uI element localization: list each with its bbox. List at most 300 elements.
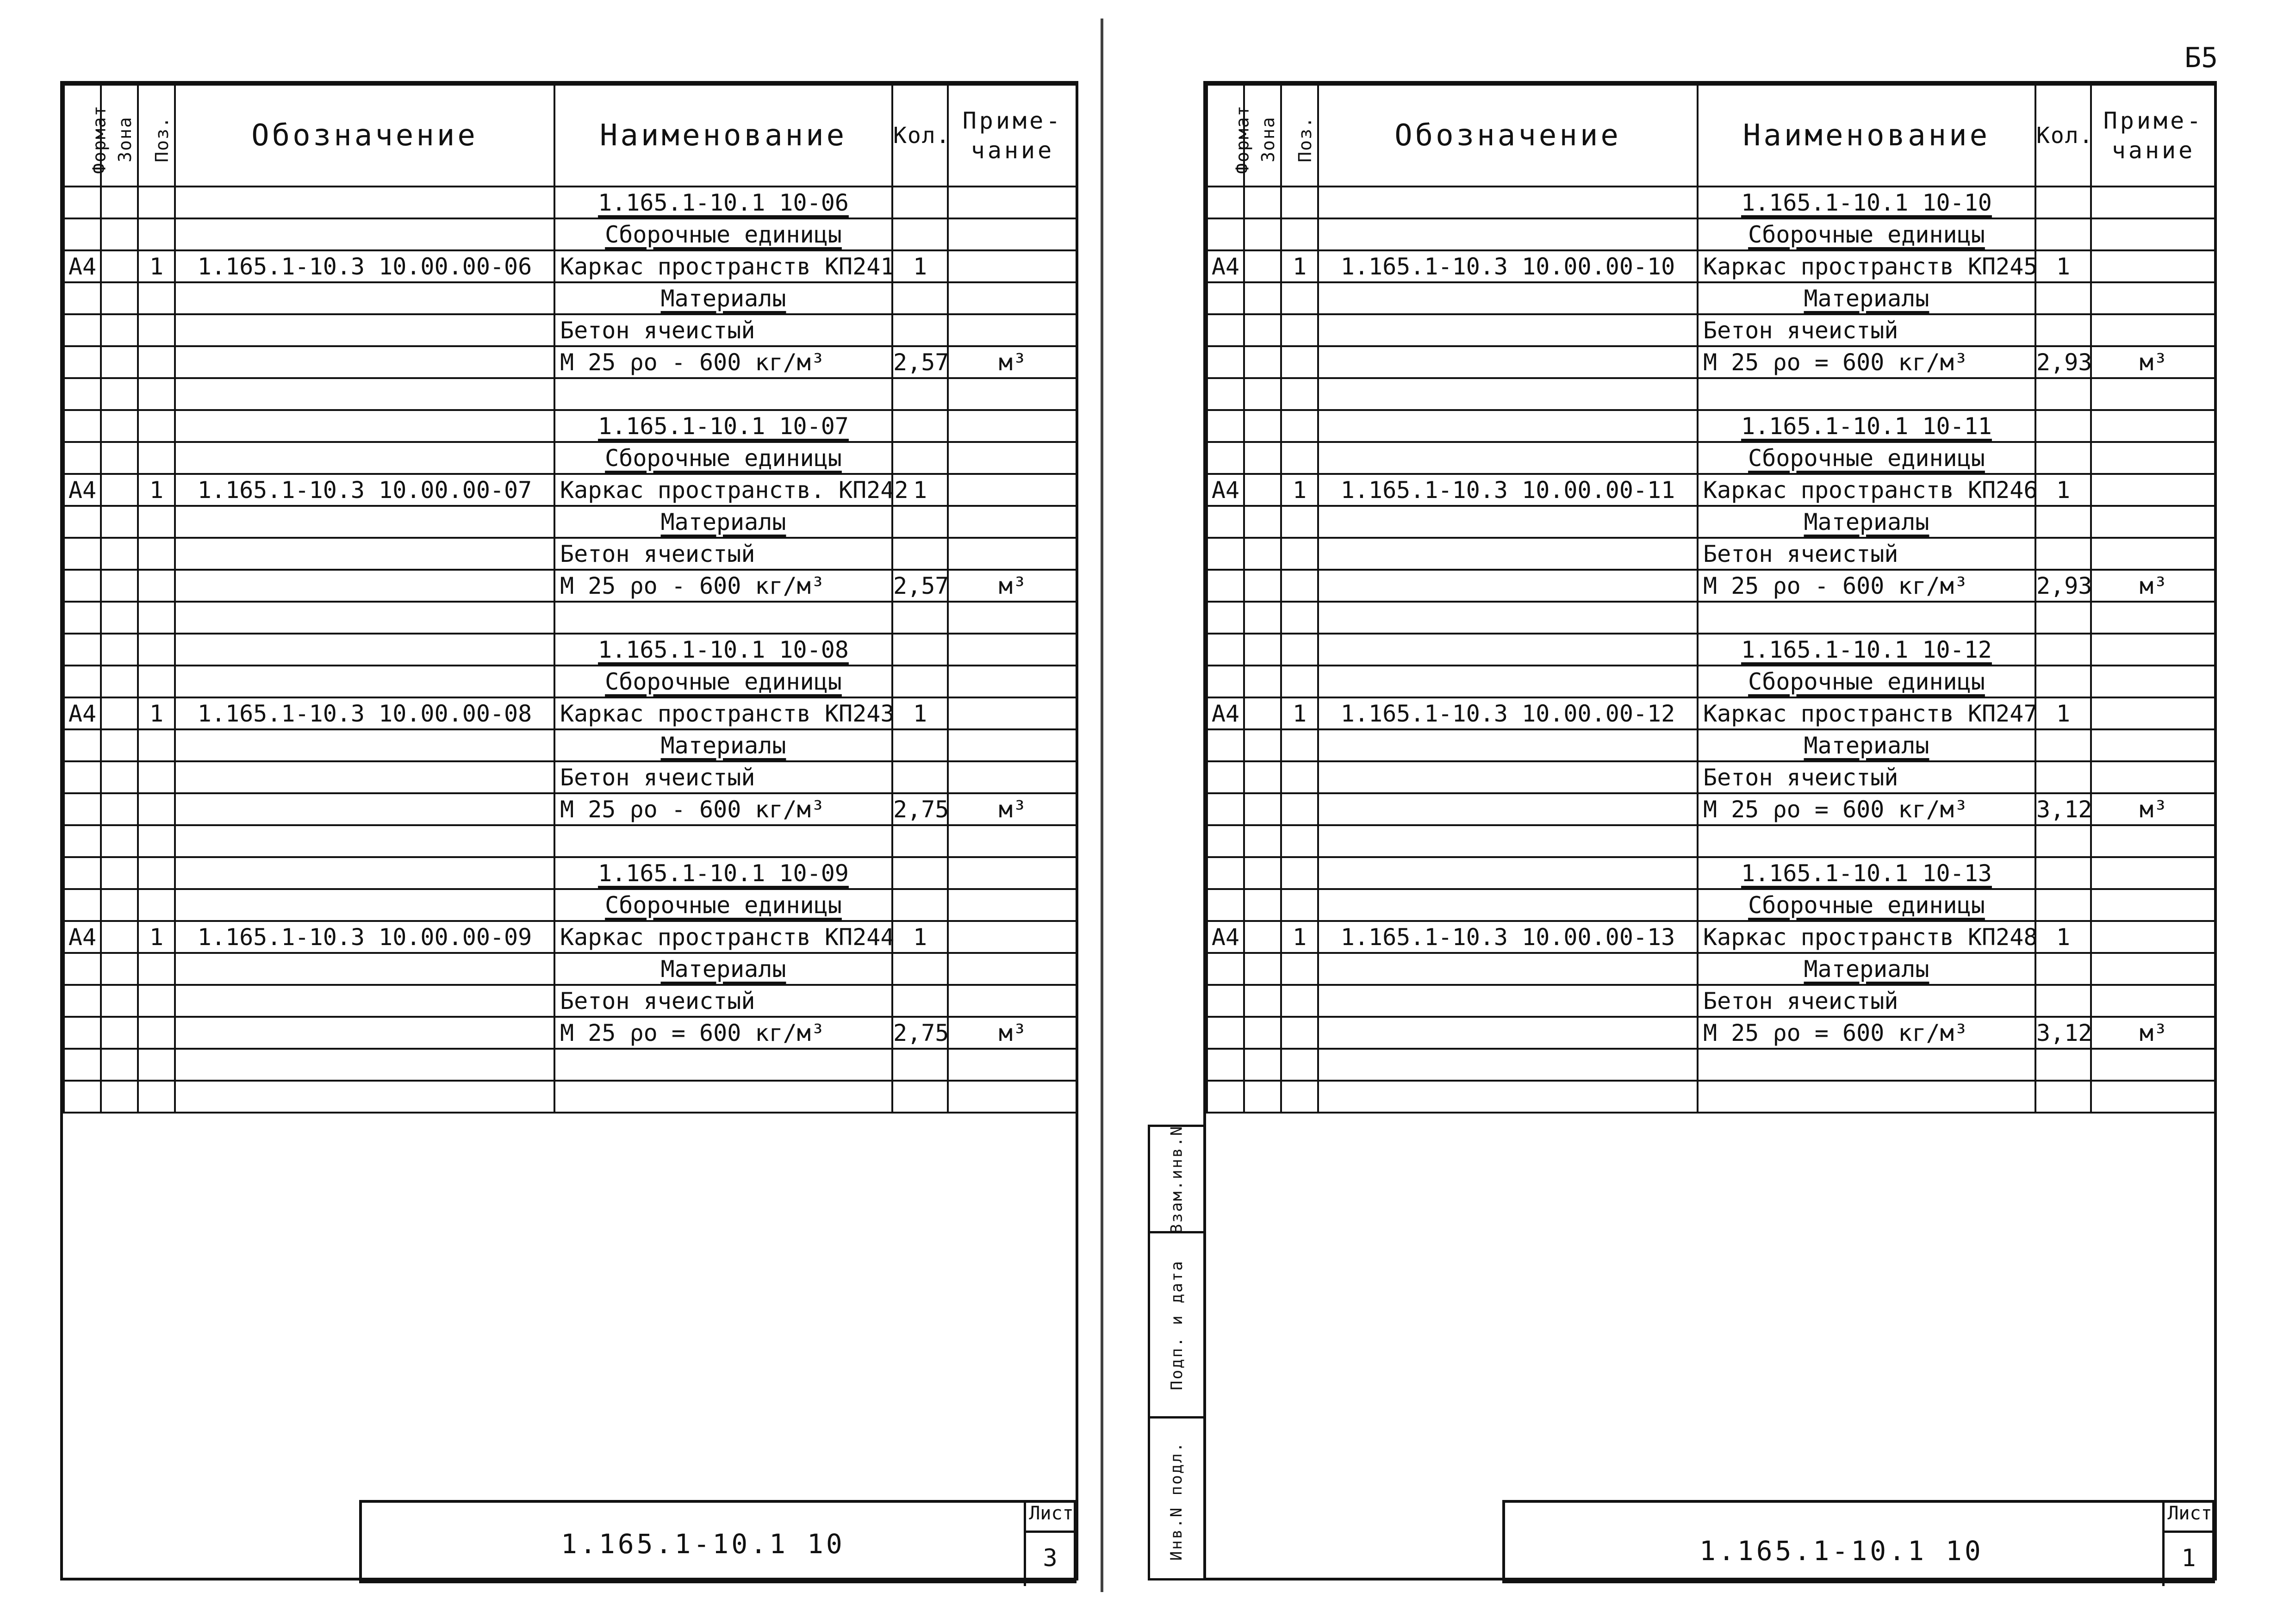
cell-qty bbox=[892, 825, 948, 857]
cell-pos bbox=[1281, 538, 1318, 570]
table-row bbox=[64, 825, 1077, 857]
cell-name: Каркас пространств. КП242 bbox=[554, 474, 892, 506]
cell-note bbox=[948, 538, 1077, 570]
cell-format bbox=[64, 602, 101, 634]
table-row bbox=[64, 1081, 1077, 1113]
cell-qty bbox=[2035, 857, 2091, 889]
cell-note bbox=[948, 857, 1077, 889]
cell-zone bbox=[1244, 346, 1281, 378]
cell-designation bbox=[1318, 187, 1698, 218]
cell-designation bbox=[175, 378, 554, 410]
cell-pos bbox=[1281, 857, 1318, 889]
cell-name: М 25 ρо - 600 кг/м³ bbox=[554, 793, 892, 825]
left-sheet-number: 3 bbox=[1043, 1544, 1058, 1572]
table-row bbox=[1207, 442, 2216, 474]
cell-pos: 1 bbox=[138, 250, 175, 282]
col-qty-header: Кол. bbox=[892, 85, 948, 187]
cell-format bbox=[64, 857, 101, 889]
cell-pos bbox=[138, 314, 175, 346]
cell-note: м³ bbox=[948, 570, 1077, 602]
cell-qty bbox=[2035, 666, 2091, 697]
cell-format bbox=[64, 314, 101, 346]
cell-qty bbox=[892, 218, 948, 250]
cell-zone bbox=[101, 697, 138, 729]
cell-designation bbox=[1318, 857, 1698, 889]
cell-qty bbox=[2035, 1049, 2091, 1081]
cell-zone bbox=[101, 825, 138, 857]
cell-format bbox=[1207, 1049, 1244, 1081]
cell-qty bbox=[2035, 729, 2091, 761]
cell-zone bbox=[1244, 761, 1281, 793]
cell-designation bbox=[175, 634, 554, 666]
cell-format bbox=[64, 1017, 101, 1049]
cell-pos bbox=[1281, 889, 1318, 921]
cell-name: М 25 ρо - 600 кг/м³ bbox=[554, 570, 892, 602]
cell-format: А4 bbox=[1207, 474, 1244, 506]
cell-name: Материалы bbox=[554, 506, 892, 538]
cell-zone bbox=[101, 378, 138, 410]
cell-note bbox=[948, 889, 1077, 921]
cell-name: 1.165.1-10.1 10-08 bbox=[554, 634, 892, 666]
cell-note bbox=[2091, 825, 2216, 857]
cell-qty bbox=[2035, 825, 2091, 857]
table-row bbox=[64, 602, 1077, 634]
cell-name: Материалы bbox=[554, 953, 892, 985]
table-row bbox=[1207, 346, 2216, 378]
cell-designation bbox=[1318, 506, 1698, 538]
cell-format bbox=[1207, 889, 1244, 921]
left-sheet-label: Лист bbox=[1024, 1503, 1076, 1533]
cell-zone bbox=[101, 666, 138, 697]
cell-designation bbox=[1318, 410, 1698, 442]
right-header-row bbox=[1207, 85, 2216, 187]
cell-qty: 2,75 bbox=[892, 1017, 948, 1049]
cell-format bbox=[64, 761, 101, 793]
cell-format bbox=[1207, 761, 1244, 793]
cell-pos bbox=[1281, 506, 1318, 538]
cell-name: М 25 ρо - 600 кг/м³ bbox=[1698, 570, 2035, 602]
col-pos-header: Поз. bbox=[1281, 85, 1318, 187]
cell-name: 1.165.1-10.1 10-13 bbox=[1698, 857, 2035, 889]
cell-zone bbox=[101, 187, 138, 218]
cell-zone bbox=[1244, 985, 1281, 1017]
cell-note bbox=[948, 506, 1077, 538]
cell-pos bbox=[1281, 1049, 1318, 1081]
cell-note bbox=[2091, 953, 2216, 985]
cell-zone bbox=[1244, 282, 1281, 314]
table-row bbox=[64, 442, 1077, 474]
cell-note bbox=[2091, 602, 2216, 634]
cell-name bbox=[1698, 602, 2035, 634]
cell-pos bbox=[1281, 729, 1318, 761]
cell-zone bbox=[1244, 250, 1281, 282]
cell-designation bbox=[1318, 378, 1698, 410]
cell-pos bbox=[1281, 634, 1318, 666]
cell-qty: 1 bbox=[2035, 474, 2091, 506]
cell-pos bbox=[138, 187, 175, 218]
cell-qty bbox=[2035, 538, 2091, 570]
right-title-block bbox=[1502, 1500, 2215, 1583]
cell-name: Сборочные единицы bbox=[554, 889, 892, 921]
col-format-header: Формат bbox=[1207, 85, 1244, 187]
left-spec-body bbox=[64, 187, 1077, 1113]
cell-note bbox=[2091, 378, 2216, 410]
cell-qty: 2,75 bbox=[892, 793, 948, 825]
cell-note bbox=[948, 761, 1077, 793]
cell-pos: 1 bbox=[1281, 474, 1318, 506]
cell-note bbox=[948, 953, 1077, 985]
cell-pos bbox=[138, 857, 175, 889]
cell-note bbox=[2091, 506, 2216, 538]
cell-zone bbox=[1244, 442, 1281, 474]
cell-qty bbox=[2035, 953, 2091, 985]
cell-qty bbox=[892, 410, 948, 442]
cell-qty bbox=[892, 889, 948, 921]
cell-format bbox=[1207, 825, 1244, 857]
cell-format bbox=[64, 793, 101, 825]
cell-pos bbox=[138, 282, 175, 314]
table-row bbox=[1207, 921, 2216, 953]
cell-name bbox=[554, 602, 892, 634]
cell-qty bbox=[892, 729, 948, 761]
cell-qty bbox=[892, 378, 948, 410]
col-pos-header: Поз. bbox=[138, 85, 175, 187]
cell-name: Сборочные единицы bbox=[554, 442, 892, 474]
table-row bbox=[64, 697, 1077, 729]
cell-qty bbox=[892, 442, 948, 474]
cell-note: м³ bbox=[948, 1017, 1077, 1049]
cell-format bbox=[1207, 570, 1244, 602]
cell-name: 1.165.1-10.1 10-11 bbox=[1698, 410, 2035, 442]
cell-zone bbox=[1244, 378, 1281, 410]
cell-pos bbox=[138, 538, 175, 570]
cell-note bbox=[2091, 921, 2216, 953]
cell-pos bbox=[138, 218, 175, 250]
cell-designation bbox=[1318, 314, 1698, 346]
cell-note bbox=[948, 1081, 1077, 1113]
cell-qty: 1 bbox=[2035, 921, 2091, 953]
right-sheet bbox=[1203, 81, 2217, 1580]
table-row bbox=[1207, 697, 2216, 729]
cell-zone bbox=[1244, 889, 1281, 921]
cell-note bbox=[948, 985, 1077, 1017]
cell-qty bbox=[892, 314, 948, 346]
cell-name: Бетон ячеистый bbox=[554, 538, 892, 570]
table-row bbox=[64, 474, 1077, 506]
right-sheet-label: Лист bbox=[2162, 1503, 2215, 1533]
cell-qty bbox=[2035, 410, 2091, 442]
cell-name: Материалы bbox=[1698, 729, 2035, 761]
cell-format bbox=[1207, 410, 1244, 442]
cell-pos: 1 bbox=[138, 474, 175, 506]
cell-pos bbox=[1281, 1017, 1318, 1049]
cell-note bbox=[948, 602, 1077, 634]
cell-name: Сборочные единицы bbox=[1698, 889, 2035, 921]
cell-pos bbox=[1281, 346, 1318, 378]
cell-pos bbox=[138, 442, 175, 474]
cell-name: 1.165.1-10.1 10-07 bbox=[554, 410, 892, 442]
cell-name bbox=[554, 1081, 892, 1113]
cell-designation bbox=[175, 218, 554, 250]
cell-designation bbox=[175, 1049, 554, 1081]
table-row bbox=[64, 985, 1077, 1017]
table-row bbox=[64, 729, 1077, 761]
cell-pos: 1 bbox=[138, 697, 175, 729]
table-row bbox=[64, 921, 1077, 953]
cell-qty bbox=[2035, 187, 2091, 218]
cell-name: Бетон ячеистый bbox=[554, 314, 892, 346]
cell-qty bbox=[892, 506, 948, 538]
cell-designation bbox=[175, 282, 554, 314]
cell-note bbox=[2091, 474, 2216, 506]
cell-format: А4 bbox=[64, 250, 101, 282]
cell-qty: 1 bbox=[892, 474, 948, 506]
cell-name: М 25 ρо = 600 кг/м³ bbox=[554, 1017, 892, 1049]
cell-pos bbox=[1281, 953, 1318, 985]
cell-format bbox=[1207, 346, 1244, 378]
cell-zone bbox=[101, 442, 138, 474]
cell-note bbox=[2091, 761, 2216, 793]
cell-name: Материалы bbox=[1698, 506, 2035, 538]
cell-zone bbox=[101, 282, 138, 314]
cell-qty: 1 bbox=[2035, 250, 2091, 282]
cell-zone bbox=[1244, 697, 1281, 729]
cell-format bbox=[64, 889, 101, 921]
cell-designation: 1.165.1-10.3 10.00.00-13 bbox=[1318, 921, 1698, 953]
col-name-header: Наименование bbox=[1698, 85, 2035, 187]
table-row bbox=[64, 346, 1077, 378]
table-row bbox=[64, 570, 1077, 602]
cell-note: м³ bbox=[2091, 346, 2216, 378]
cell-format bbox=[64, 410, 101, 442]
right-spec-body bbox=[1207, 187, 2216, 1113]
cell-note bbox=[2091, 666, 2216, 697]
cell-designation bbox=[1318, 729, 1698, 761]
table-row bbox=[1207, 538, 2216, 570]
right-sheet-number: 1 bbox=[2181, 1544, 2196, 1572]
side-cell-sign-date: Подп. и дата bbox=[1150, 1233, 1203, 1419]
cell-pos bbox=[1281, 410, 1318, 442]
cell-format bbox=[64, 1081, 101, 1113]
cell-zone bbox=[1244, 857, 1281, 889]
cell-pos bbox=[138, 570, 175, 602]
left-doc-code: 1.165.1-10.1 10 bbox=[561, 1528, 845, 1560]
cell-note bbox=[948, 697, 1077, 729]
cell-qty bbox=[2035, 506, 2091, 538]
table-row bbox=[1207, 953, 2216, 985]
cell-pos bbox=[138, 506, 175, 538]
cell-format bbox=[1207, 506, 1244, 538]
cell-format bbox=[1207, 442, 1244, 474]
cell-zone bbox=[1244, 1049, 1281, 1081]
cell-pos bbox=[1281, 442, 1318, 474]
cell-zone bbox=[101, 889, 138, 921]
col-designation-header: Обозначение bbox=[1318, 85, 1698, 187]
cell-pos bbox=[138, 602, 175, 634]
cell-name: Бетон ячеистый bbox=[1698, 761, 2035, 793]
table-row bbox=[1207, 506, 2216, 538]
table-row bbox=[64, 761, 1077, 793]
col-format-header: Формат bbox=[64, 85, 101, 187]
cell-pos bbox=[1281, 602, 1318, 634]
cell-note: м³ bbox=[2091, 570, 2216, 602]
cell-zone bbox=[101, 314, 138, 346]
cell-designation bbox=[175, 953, 554, 985]
cell-pos bbox=[138, 953, 175, 985]
col-qty-header: Кол. bbox=[2035, 85, 2091, 187]
cell-zone bbox=[1244, 187, 1281, 218]
cell-name: Материалы bbox=[554, 729, 892, 761]
table-row bbox=[64, 250, 1077, 282]
cell-pos bbox=[1281, 793, 1318, 825]
cell-note bbox=[2091, 538, 2216, 570]
cell-zone bbox=[1244, 1017, 1281, 1049]
cell-note bbox=[948, 634, 1077, 666]
cell-qty: 2,57 bbox=[892, 346, 948, 378]
table-row bbox=[1207, 857, 2216, 889]
cell-zone bbox=[101, 1017, 138, 1049]
cell-name: Бетон ячеистый bbox=[1698, 538, 2035, 570]
cell-name: М 25 ρо - 600 кг/м³ bbox=[554, 346, 892, 378]
cell-format bbox=[1207, 634, 1244, 666]
cell-zone bbox=[101, 346, 138, 378]
cell-pos bbox=[138, 634, 175, 666]
table-row bbox=[1207, 218, 2216, 250]
col-zone-header: Зона bbox=[101, 85, 138, 187]
col-zone-header: Зона bbox=[1244, 85, 1281, 187]
cell-designation bbox=[1318, 985, 1698, 1017]
cell-qty bbox=[892, 666, 948, 697]
cell-note bbox=[2091, 218, 2216, 250]
cell-pos bbox=[1281, 187, 1318, 218]
cell-name bbox=[554, 378, 892, 410]
cell-zone bbox=[101, 985, 138, 1017]
cell-name: 1.165.1-10.1 10-09 bbox=[554, 857, 892, 889]
cell-qty bbox=[892, 985, 948, 1017]
cell-pos bbox=[1281, 761, 1318, 793]
cell-name: Каркас пространств КП246 bbox=[1698, 474, 2035, 506]
cell-zone bbox=[1244, 570, 1281, 602]
cell-qty: 1 bbox=[892, 697, 948, 729]
left-header-row bbox=[64, 85, 1077, 187]
cell-qty bbox=[892, 1081, 948, 1113]
cell-designation bbox=[175, 442, 554, 474]
table-row bbox=[1207, 474, 2216, 506]
cell-name: Сборочные единицы bbox=[554, 666, 892, 697]
cell-note bbox=[948, 666, 1077, 697]
side-cell-inv-orig: Инв.N подл. bbox=[1167, 1441, 1186, 1561]
cell-pos bbox=[1281, 378, 1318, 410]
corner-mark: Б5 bbox=[2184, 42, 2218, 74]
cell-note bbox=[948, 729, 1077, 761]
cell-format bbox=[1207, 953, 1244, 985]
cell-format bbox=[64, 1049, 101, 1081]
cell-name: 1.165.1-10.1 10-06 bbox=[554, 187, 892, 218]
table-row bbox=[1207, 666, 2216, 697]
left-title-block bbox=[359, 1500, 1076, 1583]
cell-designation bbox=[175, 506, 554, 538]
cell-designation bbox=[175, 1081, 554, 1113]
cell-designation bbox=[175, 602, 554, 634]
cell-designation bbox=[175, 793, 554, 825]
cell-pos bbox=[1281, 570, 1318, 602]
cell-designation bbox=[1318, 793, 1698, 825]
table-row bbox=[1207, 282, 2216, 314]
table-row bbox=[64, 378, 1077, 410]
side-cell-replace-inv: Взам.инв.N bbox=[1150, 1127, 1203, 1233]
cell-format bbox=[1207, 729, 1244, 761]
cell-qty bbox=[2035, 282, 2091, 314]
cell-designation bbox=[175, 729, 554, 761]
cell-format: А4 bbox=[64, 474, 101, 506]
cell-qty bbox=[2035, 602, 2091, 634]
cell-note bbox=[948, 282, 1077, 314]
cell-note bbox=[2091, 410, 2216, 442]
cell-qty bbox=[2035, 985, 2091, 1017]
table-row bbox=[1207, 793, 2216, 825]
cell-zone bbox=[101, 953, 138, 985]
table-row bbox=[1207, 1049, 2216, 1081]
cell-zone bbox=[1244, 729, 1281, 761]
cell-name bbox=[1698, 1049, 2035, 1081]
cell-pos bbox=[138, 346, 175, 378]
table-row bbox=[64, 857, 1077, 889]
cell-designation bbox=[175, 346, 554, 378]
cell-name: Материалы bbox=[1698, 953, 2035, 985]
cell-designation bbox=[1318, 218, 1698, 250]
cell-format bbox=[64, 187, 101, 218]
cell-qty: 2,57 bbox=[892, 570, 948, 602]
cell-designation bbox=[1318, 953, 1698, 985]
cell-qty: 1 bbox=[892, 921, 948, 953]
table-row bbox=[64, 1049, 1077, 1081]
cell-pos bbox=[138, 793, 175, 825]
table-row bbox=[1207, 1017, 2216, 1049]
cell-pos bbox=[1281, 985, 1318, 1017]
cell-zone bbox=[101, 761, 138, 793]
cell-note bbox=[948, 218, 1077, 250]
cell-pos bbox=[1281, 314, 1318, 346]
cell-note bbox=[948, 921, 1077, 953]
cell-designation bbox=[175, 666, 554, 697]
cell-format bbox=[1207, 857, 1244, 889]
cell-name bbox=[1698, 378, 2035, 410]
cell-name: Каркас пространств КП241 bbox=[554, 250, 892, 282]
cell-note bbox=[2091, 729, 2216, 761]
cell-name bbox=[1698, 1081, 2035, 1113]
cell-zone bbox=[101, 250, 138, 282]
table-row bbox=[1207, 985, 2216, 1017]
cell-note bbox=[948, 250, 1077, 282]
cell-note bbox=[2091, 1081, 2216, 1113]
cell-note bbox=[948, 410, 1077, 442]
cell-format bbox=[64, 218, 101, 250]
cell-format bbox=[1207, 282, 1244, 314]
cell-note: м³ bbox=[948, 346, 1077, 378]
cell-designation bbox=[175, 889, 554, 921]
cell-format: А4 bbox=[64, 697, 101, 729]
table-row bbox=[1207, 314, 2216, 346]
cell-designation: 1.165.1-10.3 10.00.00-11 bbox=[1318, 474, 1698, 506]
cell-zone bbox=[101, 1081, 138, 1113]
cell-designation: 1.165.1-10.3 10.00.00-06 bbox=[175, 250, 554, 282]
cell-format bbox=[1207, 187, 1244, 218]
cell-qty: 3,12 bbox=[2035, 1017, 2091, 1049]
cell-name: М 25 ρо = 600 кг/м³ bbox=[1698, 346, 2035, 378]
table-row bbox=[1207, 825, 2216, 857]
cell-format bbox=[64, 442, 101, 474]
cell-format bbox=[64, 506, 101, 538]
